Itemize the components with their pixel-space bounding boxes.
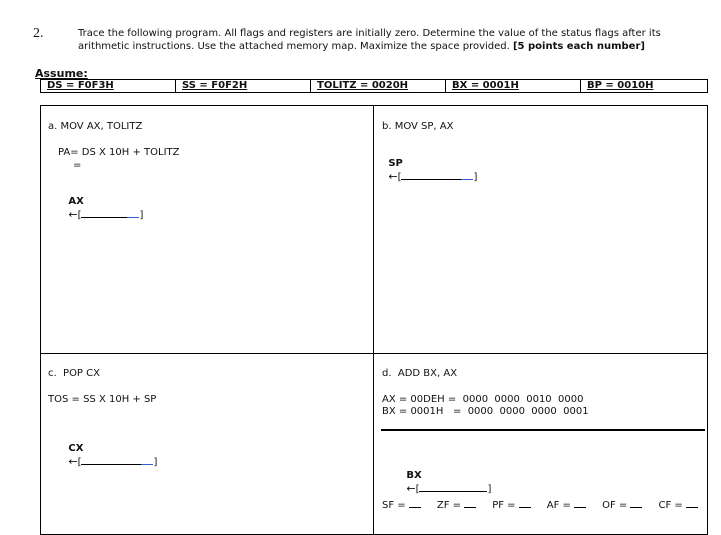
- left-arrow-icon: ←: [68, 208, 78, 221]
- cell-d-separator: [381, 429, 705, 431]
- cell-a-close-bracket: ]: [139, 210, 144, 221]
- flag-pf: PF =: [492, 500, 530, 511]
- cell-d-line2: BX = 0001H = 0000 0000 0000 0001: [382, 406, 589, 417]
- points-note: [5 points each number]: [512, 41, 645, 52]
- flag-af-blank[interactable]: [574, 498, 586, 508]
- flag-cf-blank[interactable]: [686, 498, 698, 508]
- instructions-text: Trace the following program. All flags and registers are initially zero. Determine the value of the status flags after its arithmetic instructions. Use the attached memory map. Maximize the space provided.: [78, 28, 661, 52]
- assume-label: Assume:: [35, 67, 88, 80]
- left-arrow-icon: ←: [68, 455, 78, 468]
- cell-a-answer-blank[interactable]: [81, 207, 127, 218]
- cell-c-answer-label: CX: [68, 443, 84, 454]
- flag-cf: CF =: [658, 500, 697, 511]
- cell-c-formula: TOS = SS X 10H + SP: [48, 394, 157, 405]
- cell-d-answer: [400, 459, 491, 495]
- flag-sf: SF =: [382, 500, 421, 511]
- grid-vertical-divider: [373, 105, 374, 535]
- assume-ss: SS = F0F2H: [176, 80, 311, 93]
- cell-a-equals: =: [73, 160, 82, 171]
- assume-ds: DS = F0F3H: [41, 80, 176, 93]
- cell-c-answer-blank[interactable]: [81, 454, 141, 465]
- cell-b-answer-blank[interactable]: [401, 169, 461, 180]
- flag-of-blank[interactable]: [630, 498, 642, 508]
- question-number: 2.: [33, 26, 44, 41]
- cell-d-answer-label: BX: [406, 470, 422, 481]
- cell-d-title: d. ADD BX, AX: [382, 368, 458, 379]
- cell-c-answer: [62, 432, 157, 468]
- assume-bx: BX = 0001H: [446, 80, 581, 93]
- flag-zf-blank[interactable]: [464, 498, 476, 508]
- cell-d-close-bracket: ]: [487, 484, 492, 495]
- cell-b-answer-blank-blue: [461, 169, 473, 180]
- cell-d-line1: AX = 00DEH = 0000 0000 0010 0000: [382, 394, 584, 405]
- flag-af: AF =: [547, 500, 586, 511]
- cell-c-open-bracket: [: [77, 457, 82, 468]
- cell-b-title: b. MOV SP, AX: [382, 121, 454, 132]
- flag-of: OF =: [602, 500, 642, 511]
- assume-tolitz: TOLITZ = 0020H: [311, 80, 446, 93]
- left-arrow-icon: ←: [388, 170, 398, 183]
- cell-b-close-bracket: ]: [473, 172, 478, 183]
- flag-zf: ZF =: [437, 500, 476, 511]
- cell-b-open-bracket: [: [397, 172, 402, 183]
- cell-c-answer-blank-blue: [141, 454, 153, 465]
- cell-b-answer-label: SP: [388, 158, 403, 169]
- flag-pf-blank[interactable]: [519, 498, 531, 508]
- assume-bp: BP = 0010H: [581, 80, 708, 93]
- cell-a-answer-blank-blue: [127, 207, 139, 218]
- grid-horizontal-divider: [40, 353, 708, 354]
- cell-d-open-bracket: [: [415, 484, 420, 495]
- cell-c-title: c. POP CX: [48, 368, 100, 379]
- answer-grid: [40, 105, 708, 535]
- cell-a-answer: [62, 185, 143, 221]
- question-instructions: [78, 27, 698, 53]
- flag-row: [382, 498, 711, 511]
- cell-a-formula: PA= DS X 10H + TOLITZ: [58, 147, 180, 158]
- left-arrow-icon: ←: [406, 482, 416, 495]
- assume-table: [40, 79, 708, 93]
- cell-d-answer-blank[interactable]: [419, 481, 487, 492]
- cell-a-title: a. MOV AX, TOLITZ: [48, 121, 143, 132]
- cell-a-open-bracket: [: [77, 210, 82, 221]
- flag-sf-blank[interactable]: [409, 498, 421, 508]
- cell-c-close-bracket: ]: [153, 457, 158, 468]
- cell-a-answer-label: AX: [68, 196, 84, 207]
- cell-b-answer: [382, 147, 477, 183]
